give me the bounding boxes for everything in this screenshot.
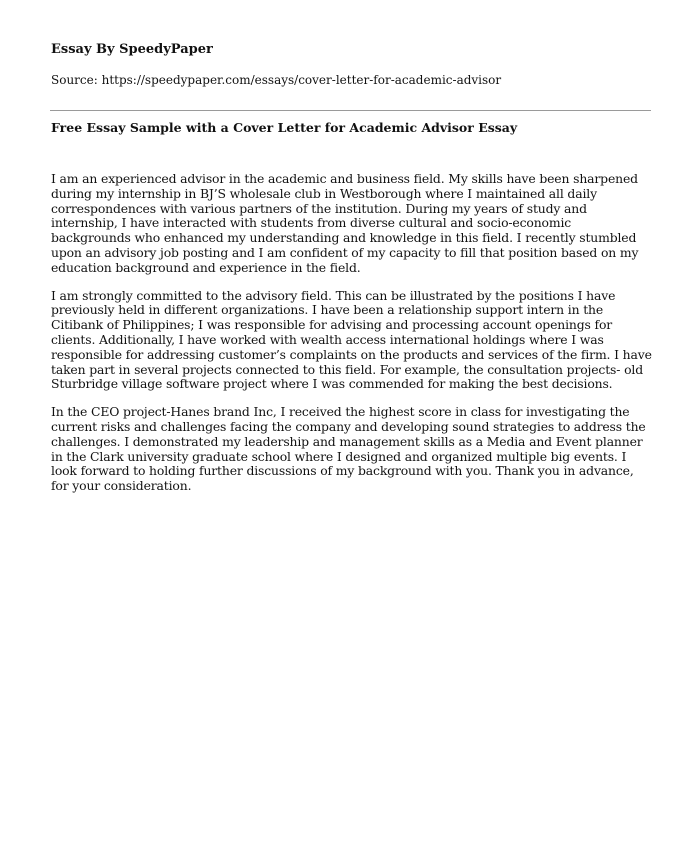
paragraph: I am strongly committed to the advisory field. This can be illustrated by the positions I have previously held in different organizations. I have been a relationship support intern in the Citibank of Philippines; I was responsible for advising and processing account openings for clients. Additionally, I have worked with wealth access international holdings where I was responsible for addressing customer’s complaints on the products and services of the firm. I have taken part in several projects connected to this field. For example, the consultation projects- old Sturbridge village software project where I was commended for making the best decisions. [51, 287, 652, 392]
brand-title: Essay By SpeedyPaper [51, 42, 213, 57]
header-divider [50, 110, 651, 111]
paragraph: I am an experienced advisor in the academic and business field. My skills have been sharpened during my internship in BJ’S wholesale club in Westborough where I maintained all daily correspondences with various partners of the institution. During my years of study and internship, I have interacted with students from diverse cultural and socio-economic backgrounds who enhanced my understanding and knowledge in this field. I recently stumbled upon an advisory job posting and I am confident of my capacity to fill that position based on my education background and experience in the field. [51, 171, 639, 275]
essay-body [51, 172, 652, 507]
paragraph: In the CEO project-Hanes brand Inc, I received the highest score in class for investigating the current risks and challenges facing the company and developing sound strategies to address the challenges. I demonstrated my leadership and management skills as a Media and Event planner in the Clark university graduate school where I designed and organized multiple big events. I look forward to holding further discussions of my background with you. Thank you in advance, for your consideration. [51, 404, 646, 494]
essay-title: Free Essay Sample with a Cover Letter for Academic Advisor Essay [51, 120, 518, 135]
document-header [51, 41, 651, 88]
source-line: Source: https://speedypaper.com/essays/cover-letter-for-academic-advisor [51, 73, 502, 87]
